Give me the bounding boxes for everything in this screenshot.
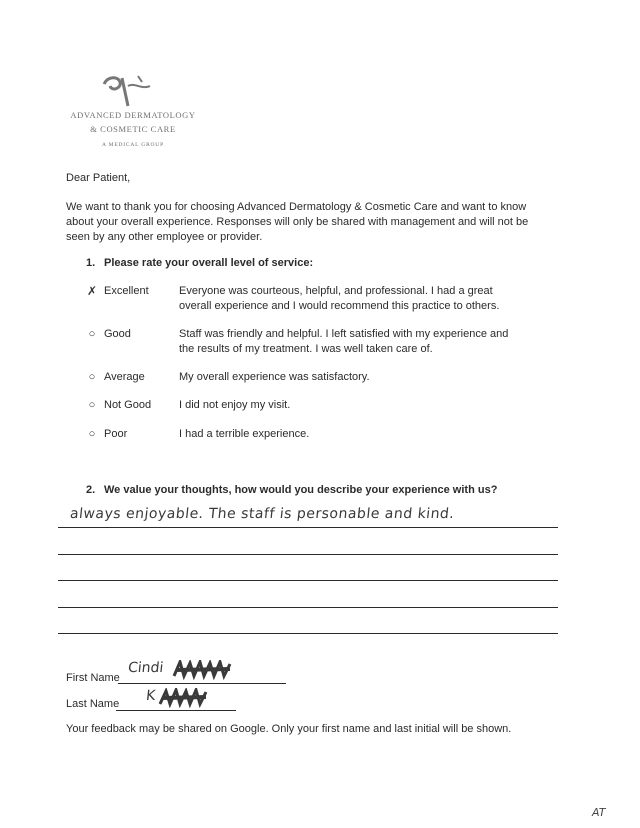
option-description: Everyone was courteous, helpful, and professional. I had a great overall experience and I would recommend this practice to others. bbox=[179, 285, 500, 312]
first-name-line bbox=[118, 683, 286, 684]
first-name-label: First Name bbox=[66, 672, 120, 684]
radio-icon[interactable]: ○ bbox=[88, 399, 96, 411]
redaction-scribble bbox=[158, 688, 210, 708]
question-2-text: We value your thoughts, how would you describe your experience with us? bbox=[104, 484, 498, 496]
first-name-value[interactable]: Cindi bbox=[127, 660, 165, 676]
option-description: My overall experience was satisfactory. bbox=[179, 371, 370, 383]
answer-line bbox=[58, 580, 558, 581]
intro-paragraph: We want to thank you for choosing Advanced Dermatology & Cosmetic Care and want to know about your overall experience. Responses will only be shared with management and will not be seen by any other employee or provider. bbox=[66, 201, 529, 243]
question-1 bbox=[86, 257, 313, 269]
answer-line bbox=[58, 633, 558, 634]
option-label: Good bbox=[104, 328, 131, 340]
last-name-label: Last Name bbox=[66, 698, 120, 710]
logo-line-1: ADVANCED DERMATOLOGY bbox=[70, 110, 196, 120]
radio-icon[interactable]: ○ bbox=[88, 328, 96, 340]
last-name-line bbox=[116, 710, 236, 711]
option-label: Average bbox=[104, 371, 145, 383]
logo-line-3: A MEDICAL GROUP bbox=[102, 142, 164, 148]
option-label: Poor bbox=[104, 428, 128, 440]
question-1-text: Please rate your overall level of service: bbox=[104, 257, 314, 269]
page-initials: AT bbox=[590, 806, 607, 819]
redaction-scribble bbox=[172, 660, 234, 680]
option-description: I did not enjoy my visit. bbox=[179, 399, 291, 411]
answer-line bbox=[58, 527, 558, 528]
checked-radio-icon[interactable]: ✗ bbox=[86, 284, 98, 298]
option-description: Staff was friendly and helpful. I left satisfied with my experience and the results of my treatment. I was well taken care of. bbox=[179, 328, 509, 355]
option-label: Not Good bbox=[104, 399, 152, 411]
option-description: I had a terrible experience. bbox=[179, 428, 310, 440]
option-label: Excellent bbox=[104, 285, 149, 297]
practice-logo bbox=[68, 72, 198, 148]
question-1-number: 1. bbox=[86, 257, 96, 269]
radio-icon[interactable]: ○ bbox=[88, 371, 96, 383]
logo-mark-icon bbox=[98, 72, 158, 108]
radio-icon[interactable]: ○ bbox=[88, 428, 96, 440]
footer-note: Your feedback may be shared on Google. Only your first name and last initial will be shown. bbox=[66, 723, 512, 735]
question-2-number: 2. bbox=[86, 484, 96, 496]
last-name-value[interactable]: K bbox=[145, 688, 157, 704]
handwritten-answer[interactable]: always enjoyable. The staff is personable and kind. bbox=[69, 506, 456, 522]
greeting: Dear Patient, bbox=[66, 172, 131, 184]
answer-line bbox=[58, 607, 558, 608]
logo-line-2: & COSMETIC CARE bbox=[90, 124, 176, 134]
question-2 bbox=[86, 484, 497, 496]
answer-line bbox=[58, 554, 558, 555]
